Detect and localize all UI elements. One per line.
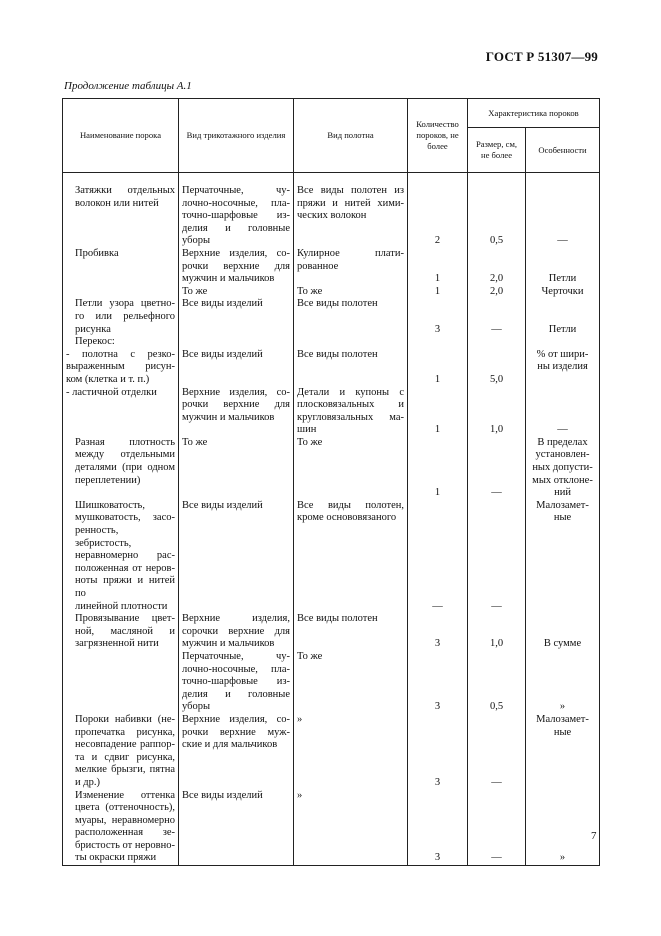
fabric-type-cell: [294, 349, 408, 387]
product-type-cell: [179, 286, 294, 299]
col-characteristics: Характеристика пороков: [468, 99, 600, 128]
product-type-cell-line: сорочки верхние для: [182, 625, 290, 637]
defect-name-cell: [63, 349, 179, 387]
table-row: [63, 298, 600, 336]
fabric-type-cell-line: плосковязальных и: [297, 399, 404, 411]
product-type-cell: [179, 651, 294, 714]
product-type-cell: [179, 248, 294, 286]
features-cell: [526, 336, 600, 349]
product-type-cell-line: уборы: [182, 235, 211, 247]
defect-name-cell: [63, 336, 179, 349]
features-cell: % от шири- ны изделия: [526, 349, 600, 387]
defect-name-cell-line: несовпадение раппор-: [75, 739, 175, 751]
product-type-cell-line: Все виды изделий: [182, 499, 263, 511]
product-type-cell: [179, 336, 294, 349]
fabric-type-cell-line: Все виды полотен: [297, 348, 378, 360]
defect-name-cell: [63, 387, 179, 437]
product-type-cell: [179, 613, 294, 651]
features-cell: »: [526, 651, 600, 714]
product-type-cell-line: мужчин и мальчиков: [182, 273, 275, 285]
defect-name-cell-line: между отдельными: [75, 449, 175, 461]
count-cell: 3: [408, 790, 468, 866]
table-row: [63, 349, 600, 387]
size-cell: —: [468, 500, 526, 613]
fabric-type-cell: [294, 651, 408, 714]
fabric-type-cell-line: Детали и купоны с: [297, 386, 404, 398]
size-cell: 0,5: [468, 651, 526, 714]
defect-name-cell-line: расположенная зе-: [75, 827, 175, 839]
defect-name-cell-line: го или рельефного: [75, 310, 175, 322]
defect-name-cell-line: ной, масляной и: [75, 625, 175, 637]
product-type-cell-line: точно-шарфовые из-: [182, 676, 290, 688]
product-type-cell-line: мужчин и мальчиков: [182, 638, 275, 650]
defect-name-cell-line: ноты пряжи и нитей по: [75, 575, 175, 599]
defect-name-cell-line: муары, неравномерно: [75, 814, 175, 826]
fabric-type-cell-line: кроме основовязаного: [297, 512, 397, 524]
defect-name-cell-line: загрязненной нити: [75, 638, 159, 650]
table-row: [63, 286, 600, 299]
product-type-cell-line: Все виды изделий: [182, 348, 263, 360]
product-type-cell-line: рочки верхние муж-: [182, 726, 290, 738]
product-type-cell-line: делия и головные: [182, 222, 290, 234]
count-cell: 1: [408, 349, 468, 387]
size-cell: [468, 336, 526, 349]
fabric-type-cell: [294, 437, 408, 500]
count-cell: 1: [408, 387, 468, 437]
fabric-type-cell-line: Все виды полотен: [297, 613, 378, 625]
defect-name-cell: [63, 437, 179, 500]
product-type-cell: [179, 714, 294, 790]
defect-name-cell-line: бристость от неровно-: [75, 839, 175, 851]
defect-name-cell-line: пропечатка рисунка,: [75, 726, 175, 738]
defect-name-cell-line: неравномерно рас-: [75, 550, 175, 562]
table-continuation-caption: Продолжение таблицы А.1: [64, 80, 192, 92]
defect-name-cell-line: ты окраски пряжи: [75, 852, 157, 864]
defect-name-cell-line: положенная от неров-: [75, 562, 175, 574]
features-cell: Петли: [526, 298, 600, 336]
count-cell: 1: [408, 286, 468, 299]
size-cell: 5,0: [468, 349, 526, 387]
defect-name-cell-line: мушковатость, засо-: [75, 512, 175, 524]
product-type-cell-line: Перчаточные, чу-: [182, 185, 290, 196]
fabric-type-cell: [294, 790, 408, 866]
defect-name-cell-line: Провязывание цвет-: [75, 613, 175, 625]
defect-name-cell: [63, 185, 179, 248]
features-cell: Малозамет- ные: [526, 714, 600, 790]
fabric-type-cell-line: пряжи и нитей хими-: [297, 197, 404, 209]
fabric-type-cell-line: »: [297, 789, 303, 801]
product-type-cell-line: Перчаточные, чу-: [182, 650, 290, 662]
defect-name-cell-line: Пороки набивки (не-: [75, 713, 175, 725]
fabric-type-cell: [294, 387, 408, 437]
count-cell: [408, 336, 468, 349]
defect-name-cell: [63, 790, 179, 866]
product-type-cell-line: ские и для мальчиков: [182, 739, 278, 751]
fabric-type-cell-line: »: [297, 713, 303, 725]
product-type-cell: [179, 349, 294, 387]
defect-name-cell-line: Перекос:: [75, 336, 115, 348]
table-row: [63, 387, 600, 437]
size-cell: 1,0: [468, 387, 526, 437]
fabric-type-cell: [294, 185, 408, 248]
size-cell: —: [468, 298, 526, 336]
defect-name-cell-line: - ластичной отделки: [66, 386, 157, 398]
size-cell: 2,0: [468, 286, 526, 299]
size-cell: 1,0: [468, 613, 526, 651]
defect-name-cell-line: Пробивка: [75, 247, 119, 259]
defect-name-cell: [63, 298, 179, 336]
product-type-cell-line: То же: [182, 285, 208, 297]
defects-table: [62, 98, 600, 866]
defect-name-cell: [63, 500, 179, 613]
product-type-cell-line: То же: [182, 436, 208, 448]
count-cell: 2: [408, 185, 468, 248]
defect-name-cell: [63, 651, 179, 714]
count-cell: 3: [408, 298, 468, 336]
table-row: [63, 248, 600, 286]
fabric-type-cell: [294, 613, 408, 651]
defect-name-cell-line: ком (клетка и т. п.): [66, 373, 150, 385]
count-cell: —: [408, 500, 468, 613]
col-count: Количество пороков, не более: [408, 99, 468, 173]
features-cell: »: [526, 790, 600, 866]
defect-name-cell-line: Петли узора цветно-: [75, 298, 175, 310]
fabric-type-cell-line: Кулирное плати-: [297, 247, 404, 259]
size-cell: 0,5: [468, 185, 526, 248]
page-number: 7: [591, 830, 597, 842]
defect-name-cell-line: мелкие брызги, пятна: [75, 764, 175, 776]
fabric-type-cell: [294, 714, 408, 790]
count-cell: 1: [408, 437, 468, 500]
features-cell: В сумме: [526, 613, 600, 651]
table-row: [63, 714, 600, 790]
features-cell: —: [526, 185, 600, 248]
fabric-type-cell-line: кругловязальных ма-: [297, 411, 404, 423]
defect-name-cell: [63, 613, 179, 651]
product-type-cell-line: рочки верхние для: [182, 399, 290, 411]
fabric-type-cell-line: То же: [297, 436, 323, 448]
defect-name-cell-line: линейной плотности: [75, 600, 168, 612]
col-fabric-type: Вид полотна: [294, 99, 408, 173]
fabric-type-cell-line: То же: [297, 285, 323, 297]
product-type-cell-line: Все виды изделий: [182, 298, 263, 310]
fabric-type-cell-line: Все виды полотен,: [297, 499, 404, 511]
defect-name-cell-line: та и сдвиг рисунка,: [75, 751, 175, 763]
fabric-type-cell-line: Все виды полотен из: [297, 185, 404, 196]
product-type-cell-line: рочки верхние для: [182, 260, 290, 272]
fabric-type-cell-line: рованное: [297, 260, 339, 272]
size-cell: 2,0: [468, 248, 526, 286]
fabric-type-cell-line: То же: [297, 650, 323, 662]
product-type-cell-line: делия и головные: [182, 688, 290, 700]
fabric-type-cell: [294, 298, 408, 336]
defect-name-cell: [63, 248, 179, 286]
size-cell: —: [468, 790, 526, 866]
product-type-cell-line: Все виды изделий: [182, 789, 263, 801]
defect-name-cell-line: Затяжки отдельных: [75, 185, 175, 196]
col-defect-name: Наименование порока: [63, 99, 179, 173]
table-row: [63, 336, 600, 349]
defect-name-cell-line: волокон или нитей: [75, 197, 159, 209]
defect-name-cell-line: деталями (при одном: [75, 462, 175, 474]
features-cell: Петли: [526, 248, 600, 286]
fabric-type-cell: [294, 500, 408, 613]
fabric-type-cell: [294, 286, 408, 299]
fabric-type-cell-line: Все виды полотен: [297, 298, 378, 310]
product-type-cell-line: лочно-носочные, пла-: [182, 663, 290, 675]
fabric-type-cell-line: ческих волокон: [297, 210, 367, 222]
product-type-cell-line: Верхние изделия, со-: [182, 713, 290, 725]
col-features: Особенности: [526, 128, 600, 173]
table-row: [63, 437, 600, 500]
size-cell: —: [468, 437, 526, 500]
product-type-cell-line: Верхние изделия, со-: [182, 247, 290, 259]
product-type-cell: [179, 500, 294, 613]
product-type-cell-line: уборы: [182, 701, 211, 713]
product-type-cell: [179, 387, 294, 437]
table-row: [63, 613, 600, 651]
defect-name-cell-line: ренность, зебристость,: [75, 525, 132, 549]
fabric-type-cell: [294, 336, 408, 349]
count-cell: 3: [408, 613, 468, 651]
fabric-type-cell: [294, 248, 408, 286]
defect-name-cell-line: и др.): [75, 776, 100, 788]
count-cell: 3: [408, 651, 468, 714]
product-type-cell-line: точно-шарфовые из-: [182, 210, 290, 222]
defect-name-cell-line: Шишковатость,: [75, 499, 145, 511]
col-product-type: Вид трикотажного изделия: [179, 99, 294, 173]
defect-name-cell: [63, 714, 179, 790]
features-cell: В пределах установлен- ных допусти- мых отклоне- ний: [526, 437, 600, 500]
features-cell: Малозамет- ные: [526, 500, 600, 613]
defect-name-cell-line: рисунка: [75, 323, 111, 335]
count-cell: 1: [408, 248, 468, 286]
product-type-cell: [179, 790, 294, 866]
table-row: [63, 651, 600, 714]
defect-name-cell-line: Изменение оттенка: [75, 789, 175, 801]
defect-name-cell-line: цвета (оттеночность),: [75, 802, 175, 814]
defect-name-cell-line: Разная плотность: [75, 436, 175, 448]
product-type-cell-line: Верхние изделия,: [182, 613, 290, 625]
count-cell: 3: [408, 714, 468, 790]
product-type-cell: [179, 298, 294, 336]
product-type-cell: [179, 185, 294, 248]
defect-name-cell-line: выраженным рисун-: [66, 361, 175, 373]
product-type-cell-line: лочно-носочные, пла-: [182, 197, 290, 209]
product-type-cell-line: Верхние изделия, со-: [182, 386, 290, 398]
product-type-cell-line: мужчин и мальчиков: [182, 411, 275, 423]
table-row: [63, 500, 600, 613]
col-size: Размер, см, не более: [468, 128, 526, 173]
size-cell: —: [468, 714, 526, 790]
table-row: [63, 790, 600, 866]
defect-name-cell-line: переплетении): [75, 474, 141, 486]
product-type-cell: [179, 437, 294, 500]
features-cell: Черточки: [526, 286, 600, 299]
defect-name-cell-line: - полотна с резко-: [66, 348, 175, 360]
standard-code: ГОСТ Р 51307—99: [485, 49, 598, 64]
defect-name-cell: [63, 286, 179, 299]
features-cell: —: [526, 387, 600, 437]
fabric-type-cell-line: шин: [297, 424, 317, 436]
table-row: [63, 185, 600, 248]
